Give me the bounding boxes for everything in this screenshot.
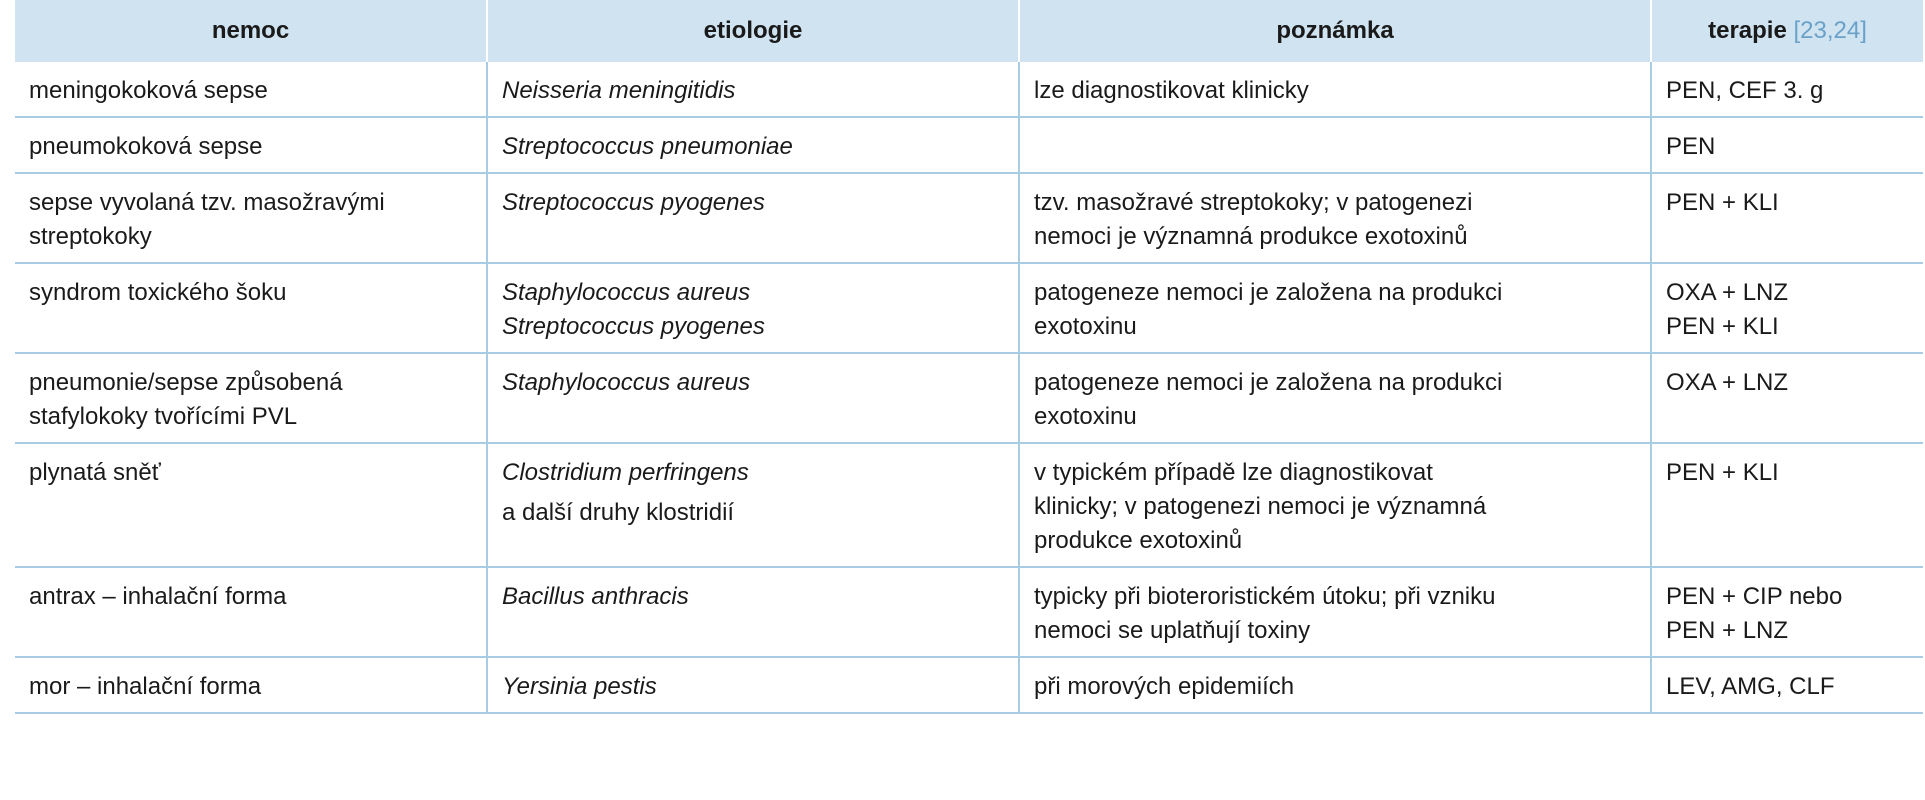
cell-nemoc-line: sepse vyvolaná tzv. masožravými — [29, 189, 385, 216]
cell-poznamka-line: v typickém případě lze diagnostikovat — [1034, 459, 1433, 486]
cell-terapie — [1651, 173, 1923, 263]
cell-etiologie-line: Streptococcus pyogenes — [502, 313, 765, 340]
disease-table — [15, 0, 1923, 714]
cell-nemoc — [15, 657, 487, 713]
cell-poznamka-line: exotoxinu — [1034, 403, 1137, 430]
cell-nemoc-line: meningokoková sepse — [29, 77, 268, 104]
table-row — [15, 567, 1923, 657]
table-row — [15, 173, 1923, 263]
cell-poznamka — [1019, 263, 1651, 353]
cell-poznamka — [1019, 173, 1651, 263]
cell-terapie-line: PEN + KLI — [1666, 459, 1779, 486]
cell-etiologie-line: Staphylococcus aureus — [502, 369, 751, 396]
cell-poznamka-line: typicky při bioteroristickém útoku; při vzniku — [1034, 583, 1496, 610]
cell-nemoc-line: streptokoky — [29, 223, 152, 250]
cell-poznamka — [1019, 657, 1651, 713]
cell-nemoc-line: stafylokoky tvořícími PVL — [29, 403, 298, 430]
cell-etiologie-line: Bacillus anthracis — [502, 583, 689, 610]
cell-nemoc — [15, 62, 487, 117]
cell-poznamka-line: patogeneze nemoci je založena na produkci — [1034, 279, 1503, 306]
cell-terapie — [1651, 62, 1923, 117]
cell-poznamka — [1019, 117, 1651, 173]
header-terapie-label: terapie — [1708, 17, 1787, 44]
cell-nemoc — [15, 173, 487, 263]
header-terapie-ref: [23,24] — [1793, 17, 1867, 44]
cell-poznamka-line: patogeneze nemoci je založena na produkci — [1034, 369, 1503, 396]
cell-etiologie — [487, 62, 1019, 117]
cell-etiologie — [487, 173, 1019, 263]
cell-etiologie-line: Yersinia pestis — [502, 673, 657, 700]
cell-poznamka — [1019, 353, 1651, 443]
cell-etiologie — [487, 263, 1019, 353]
table-row — [15, 62, 1923, 117]
cell-terapie-line: PEN, CEF 3. g — [1666, 77, 1824, 104]
cell-etiologie — [487, 353, 1019, 443]
cell-terapie-line: LEV, AMG, CLF — [1666, 673, 1835, 700]
cell-poznamka-line: nemoci je významná produkce exotoxinů — [1034, 223, 1468, 250]
cell-etiologie-line: Staphylococcus aureus — [502, 279, 751, 306]
table-row — [15, 117, 1923, 173]
cell-poznamka — [1019, 567, 1651, 657]
table-row — [15, 353, 1923, 443]
cell-poznamka — [1019, 443, 1651, 567]
cell-poznamka-line: produkce exotoxinů — [1034, 527, 1243, 554]
cell-nemoc-line: syndrom toxického šoku — [29, 279, 287, 306]
header-row — [15, 0, 1923, 62]
table-row — [15, 443, 1923, 567]
table-row — [15, 263, 1923, 353]
cell-etiologie — [487, 657, 1019, 713]
cell-nemoc — [15, 263, 487, 353]
cell-nemoc-line: mor – inhalační forma — [29, 673, 262, 700]
cell-terapie — [1651, 117, 1923, 173]
cell-etiologie-line: Streptococcus pneumoniae — [502, 133, 793, 160]
cell-nemoc — [15, 567, 487, 657]
cell-poznamka-line: exotoxinu — [1034, 313, 1137, 340]
cell-etiologie-line: Neisseria meningitidis — [502, 77, 736, 104]
cell-terapie-line: OXA + LNZ — [1666, 279, 1789, 306]
cell-terapie-line: PEN + CIP nebo — [1666, 583, 1843, 610]
cell-etiologie-line: Streptococcus pyogenes — [502, 189, 765, 216]
cell-terapie — [1651, 443, 1923, 567]
cell-poznamka — [1019, 62, 1651, 117]
cell-poznamka-line: tzv. masožravé streptokoky; v patogenezi — [1034, 189, 1473, 216]
cell-poznamka-line: klinicky; v patogenezi nemoci je významná — [1034, 493, 1487, 520]
cell-terapie — [1651, 657, 1923, 713]
header-terapie — [1651, 0, 1923, 62]
cell-etiologie-extra: a další druhy klostridií — [502, 499, 735, 526]
table-row — [15, 657, 1923, 713]
cell-terapie — [1651, 353, 1923, 443]
cell-nemoc — [15, 353, 487, 443]
cell-etiologie-line: Clostridium perfringens — [502, 459, 749, 486]
cell-etiologie — [487, 117, 1019, 173]
cell-nemoc — [15, 117, 487, 173]
cell-terapie-line: PEN + KLI — [1666, 189, 1779, 216]
cell-nemoc — [15, 443, 487, 567]
cell-poznamka-line: lze diagnostikovat klinicky — [1034, 77, 1309, 104]
cell-terapie — [1651, 567, 1923, 657]
cell-terapie-line: PEN + LNZ — [1666, 617, 1789, 644]
cell-etiologie — [487, 443, 1019, 567]
header-etiologie: etiologie — [487, 0, 1019, 62]
cell-terapie — [1651, 263, 1923, 353]
header-nemoc: nemoc — [15, 0, 487, 62]
cell-nemoc-line: pneumokoková sepse — [29, 133, 263, 160]
cell-terapie-line: PEN — [1666, 133, 1716, 160]
cell-terapie-line: PEN + KLI — [1666, 313, 1779, 340]
cell-nemoc-line: antrax – inhalační forma — [29, 583, 287, 610]
cell-terapie-line: OXA + LNZ — [1666, 369, 1789, 396]
cell-nemoc-line: plynatá sněť — [29, 459, 161, 486]
cell-etiologie — [487, 567, 1019, 657]
cell-poznamka-line: při morových epidemiích — [1034, 673, 1295, 700]
header-poznamka: poznámka — [1019, 0, 1651, 62]
cell-nemoc-line: pneumonie/sepse způsobená — [29, 369, 343, 396]
cell-poznamka-line: nemoci se uplatňují toxiny — [1034, 617, 1311, 644]
